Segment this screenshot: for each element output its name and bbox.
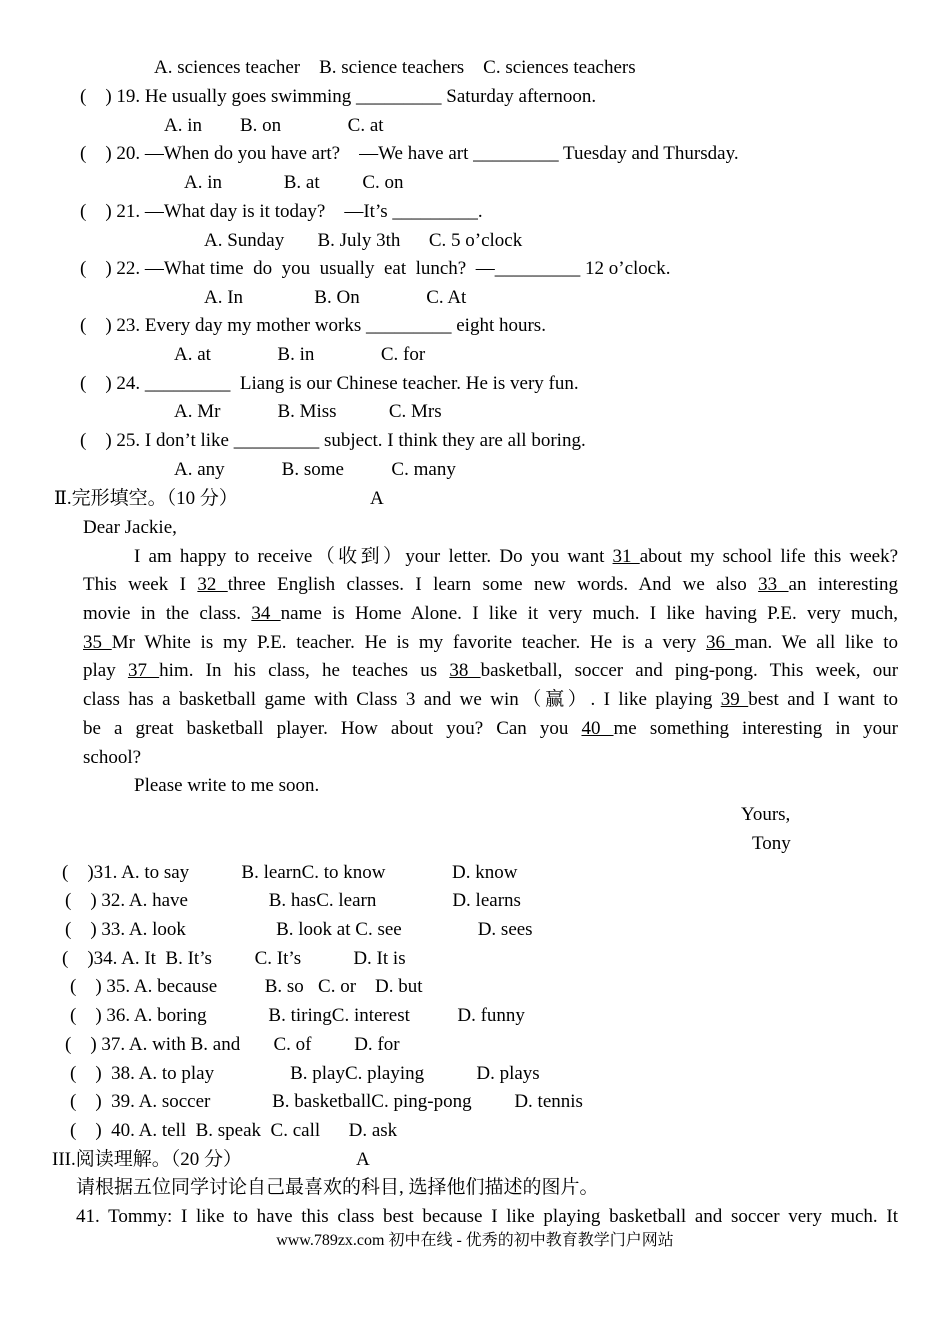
cloze-text: an interesting xyxy=(788,574,899,595)
cloze-line xyxy=(83,631,898,655)
cloze-question-39: ( ) 39. A. soccer B. basketballC. ping-pong D. tennis xyxy=(70,1091,583,1112)
q19-options: A. in B. on C. at xyxy=(164,115,384,136)
reading-question-41 xyxy=(76,1205,898,1229)
question-19: ( ) 19. He usually goes swimming _________ Saturday afternoon. xyxy=(80,86,597,107)
page-footer: www.789zx.com 初中在线 - 优秀的初中教育教学门户网站 xyxy=(276,1232,674,1249)
reading-text: 41. Tommy: I like to have this class best because I like playing basketball and soccer very much. It xyxy=(76,1206,898,1227)
letter-yours: Yours, xyxy=(741,804,791,825)
blank-39: 39 xyxy=(720,689,749,710)
reading-instruction: 请根据五位同学讨论自己最喜欢的科目, 选择他们描述的图片。 xyxy=(76,1177,599,1198)
cloze-text: be a great basketball player. How about you? Can you xyxy=(83,718,569,739)
blank-40: 40 xyxy=(581,718,614,739)
blank-35: 35 xyxy=(83,632,112,653)
cloze-text: about my school life this week? xyxy=(639,546,899,567)
blank-36: 36 xyxy=(706,632,735,653)
letter-salutation: Dear Jackie, xyxy=(83,517,177,538)
cloze-line xyxy=(83,573,898,597)
cloze-text: Mr White is my P.E. teacher. He is my favorite teacher. He is a very xyxy=(111,632,697,653)
cloze-text: movie in the class. xyxy=(83,603,242,624)
cloze-question-32: ( ) 32. A. have B. hasC. learn D. learns xyxy=(65,890,521,911)
q22-options: A. In B. On C. At xyxy=(204,287,467,308)
cloze-question-38: ( ) 38. A. to play B. playC. playing D. plays xyxy=(70,1063,540,1084)
question-20: ( ) 20. —When do you have art? —We have art _________ Tuesday and Thursday. xyxy=(80,143,739,164)
cloze-line xyxy=(83,602,898,626)
reading-passage-label: A xyxy=(356,1149,370,1170)
blank-38: 38 xyxy=(449,660,481,681)
blank-33: 33 xyxy=(758,574,789,595)
blank-34: 34 xyxy=(251,603,281,624)
cloze-text: name is Home Alone. I like it very much. I like having P.E. very much, xyxy=(280,603,899,624)
cloze-question-34: ( )34. A. It B. It’s C. It’s D. It is xyxy=(62,948,406,969)
cloze-text: play xyxy=(83,660,116,681)
blank-32: 32 xyxy=(197,574,228,595)
question-22: ( ) 22. —What time do you usually eat lunch? —_________ 12 o’clock. xyxy=(80,258,671,279)
cloze-text: school? xyxy=(83,747,142,768)
q18-options: A. sciences teacher B. science teachers C. sciences teachers xyxy=(154,57,636,78)
question-24: ( ) 24. _________ Liang is our Chinese teacher. He is very fun. xyxy=(80,373,579,394)
question-23: ( ) 23. Every day my mother works _________ eight hours. xyxy=(80,315,546,336)
letter-closing: Please write to me soon. xyxy=(134,775,320,796)
cloze-text: him. In his class, he teaches us xyxy=(159,660,438,681)
cloze-question-33: ( ) 33. A. look B. look at C. see D. sees xyxy=(65,919,533,940)
q23-options: A. at B. in C. for xyxy=(174,344,426,365)
cloze-line xyxy=(83,717,898,741)
cloze-text: I am happy to receive（收到）your letter. Do you want xyxy=(134,546,605,567)
cloze-text: best and I want to xyxy=(748,689,899,710)
blank-31: 31 xyxy=(612,546,640,567)
q24-options: A. Mr B. Miss C. Mrs xyxy=(174,401,442,422)
cloze-line xyxy=(83,688,898,712)
q20-options: A. in B. at C. on xyxy=(184,172,404,193)
q25-options: A. any B. some C. many xyxy=(174,459,456,480)
cloze-question-36: ( ) 36. A. boring B. tiringC. interest D. funny xyxy=(70,1005,525,1026)
cloze-question-35: ( ) 35. A. because B. so C. or D. but xyxy=(70,976,423,997)
cloze-line xyxy=(83,545,898,569)
cloze-line xyxy=(83,659,898,683)
cloze-text: class has a basketball game with Class 3 and we win（赢）. I like playing xyxy=(83,689,713,710)
section-heading-cloze: Ⅱ.完形填空。（10 分） xyxy=(54,488,238,509)
q21-options: A. Sunday B. July 3th C. 5 o’clock xyxy=(204,230,523,251)
cloze-question-31: ( )31. A. to say B. learnC. to know D. know xyxy=(62,862,518,883)
question-21: ( ) 21. —What day is it today? —It’s _________. xyxy=(80,201,483,222)
section-heading-reading: III.阅读理解。（20 分） xyxy=(52,1149,242,1170)
cloze-question-37: ( ) 37. A. with B. and C. of D. for xyxy=(65,1034,400,1055)
cloze-text: basketball, soccer and ping-pong. This week, our xyxy=(480,660,899,681)
blank-37: 37 xyxy=(127,660,160,681)
letter-signature: Tony xyxy=(752,833,791,854)
cloze-text: This week I xyxy=(83,574,186,595)
cloze-text: me something interesting in your xyxy=(613,718,898,739)
cloze-text: man. We all like to xyxy=(734,632,899,653)
cloze-question-40: ( ) 40. A. tell B. speak C. call D. ask xyxy=(70,1120,398,1141)
question-25: ( ) 25. I don’t like _________ subject. I think they are all boring. xyxy=(80,430,586,451)
cloze-passage-label: A xyxy=(370,488,384,509)
cloze-text: three English classes. I learn some new words. And we also xyxy=(227,574,747,595)
